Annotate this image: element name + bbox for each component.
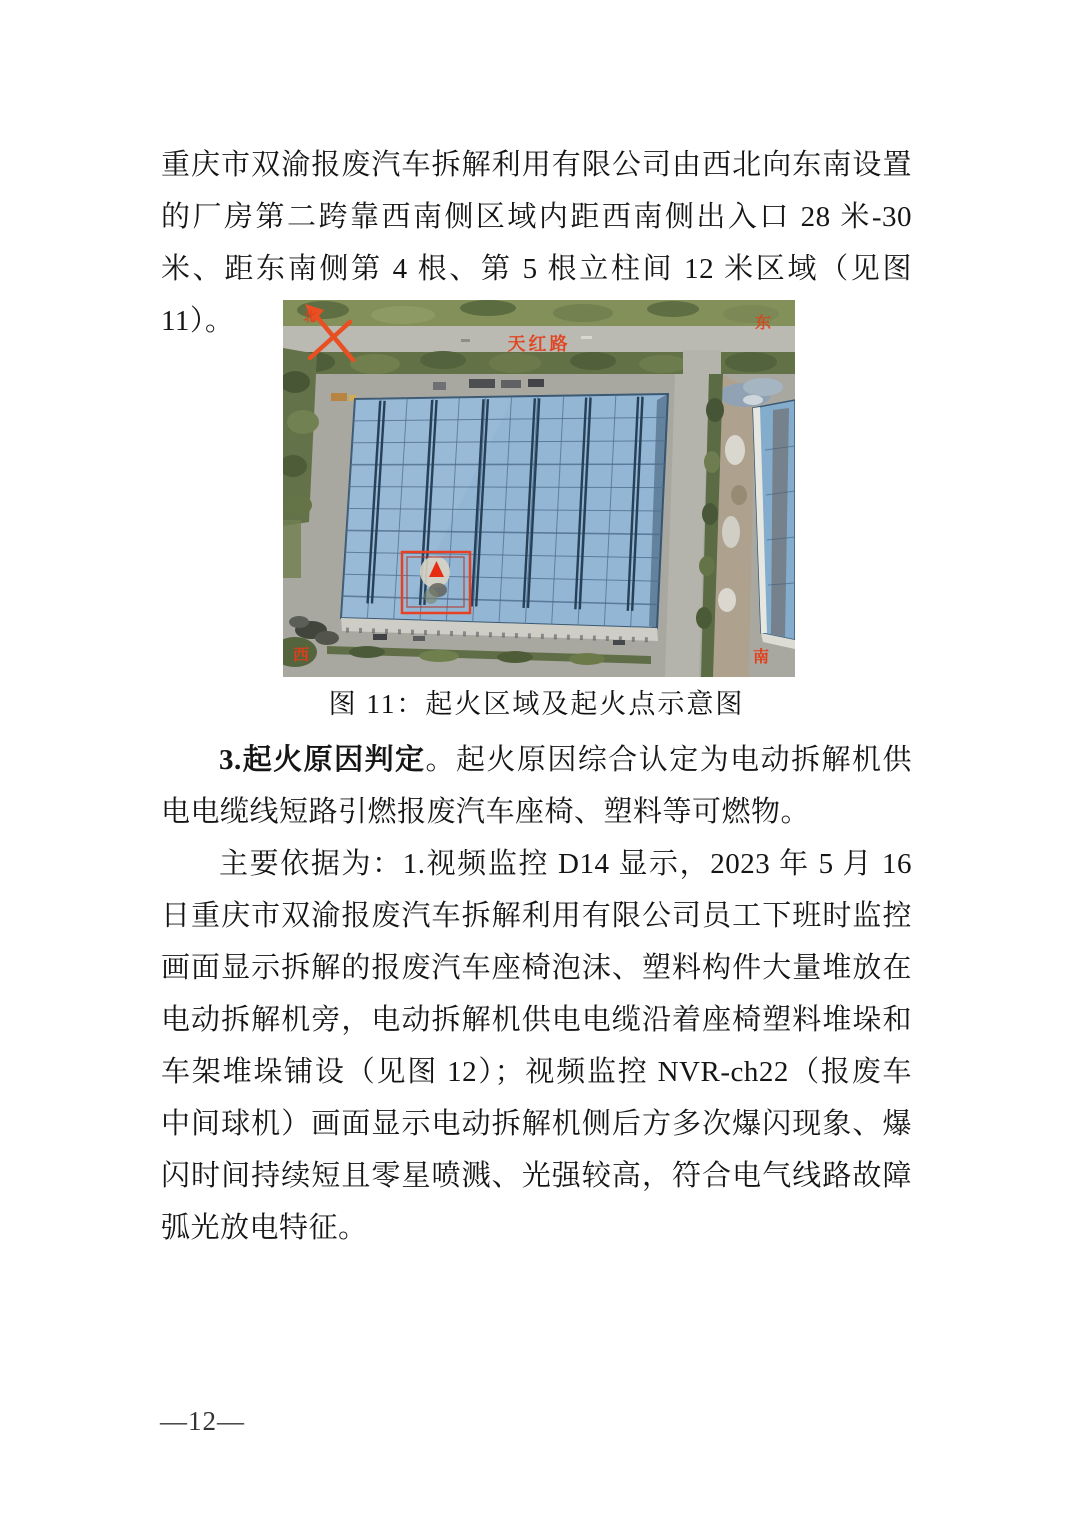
label-east: 东 (755, 315, 772, 332)
paragraph-cause-rest: 。起火原因综合认定为电动拆解机供电电缆线短路引燃报废汽车座椅、塑料等可燃物。 (161, 744, 912, 828)
paragraph-cause (161, 734, 912, 838)
label-north: 北 (303, 309, 317, 324)
label-west: 西 (293, 647, 310, 664)
page-number: —12— (160, 1406, 245, 1436)
aerial-photo-canvas (283, 300, 795, 677)
figure-caption: 图 11：起火区域及起火点示意图 (328, 689, 745, 719)
paragraph-location: 重庆市双渝报废汽车拆解利用有限公司由西北向东南设置的厂房第二跨靠西南侧区域内距西南侧出入口 28 米-30 米、距东南侧第 4 根、第 5 根立柱间 12 米区域（见图 11）。 (161, 149, 912, 337)
label-road-name: 天红路 (507, 334, 571, 354)
label-south: 南 (753, 649, 770, 666)
paragraph-cause-lead: 3.起火原因判定 (219, 744, 426, 776)
figure-11-aerial-photo (283, 300, 795, 677)
paragraph-evidence: 主要依据为：1.视频监控 D14 显示，2023 年 5 月 16 日重庆市双渝报废汽车拆解利用有限公司员工下班时监控画面显示拆解的报废汽车座椅泡沫、塑料构件大量堆放在电动拆解机旁，电动拆解机供电电缆沿着座椅塑料堆垛和车架堆垛铺设（见图 12）；视频监控 NVR-ch22（报废车中间球机）画面显示电动拆解机侧后方多次爆闪现象、爆闪时间持续短且零星喷溅、光强较高，符合电气线路故障弧光放电特征。 (161, 848, 912, 1244)
